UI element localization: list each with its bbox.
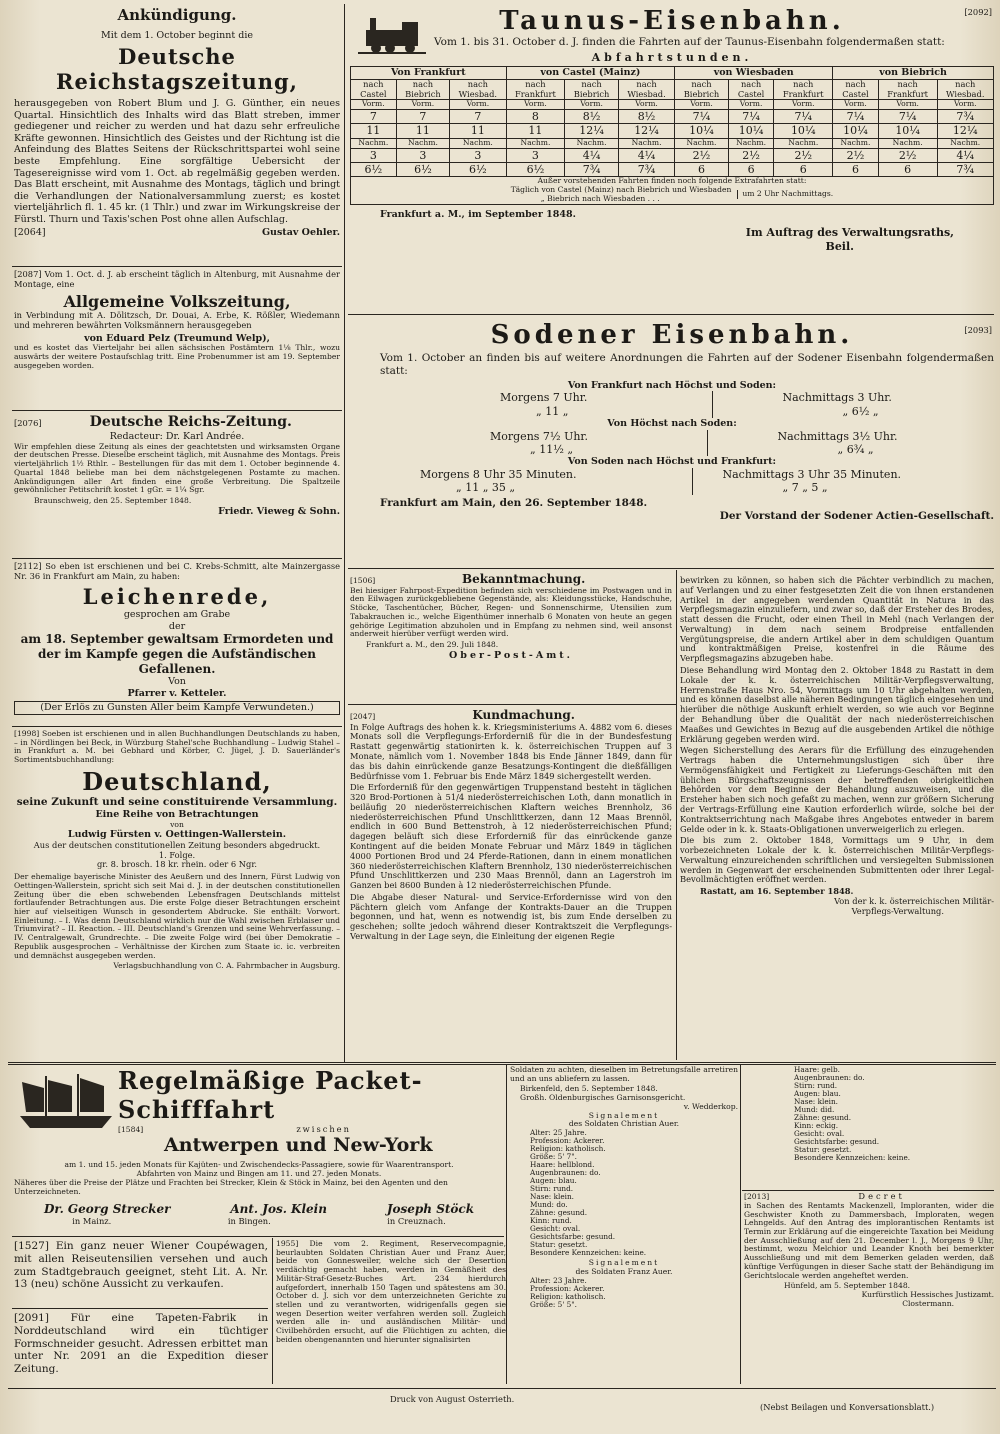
column-rule (344, 4, 345, 1062)
notice-signature: Im Auftrag des Verwaltungsraths, (745, 226, 954, 240)
col-header: nach Wiesbad. (937, 79, 993, 100)
time-cell: 10¼ (878, 124, 937, 138)
paper-name: Deutsche Reichstagszeitung, (56, 43, 298, 95)
period-label: Vorm. (450, 100, 506, 110)
group-header: von Biebrich (833, 67, 994, 80)
ad-body: [1527] Ein ganz neuer Wiener Coupéwagen, mit allen Reiseutensilien versehen und auch zum Stadtgebrauch geeignet, steht Lit. A. Nr. 13 (neu) schöne Aussicht zu verkaufen. (14, 1240, 268, 1291)
time-cell: 6 (833, 163, 879, 177)
signalement-item: Augenbraunen: do. (794, 1073, 865, 1083)
signalement-list (510, 1129, 738, 1257)
time-cell: 12¼ (618, 124, 674, 138)
ad-body: herausgegeben von Robert Blum und J. G. Günther, ein neues Quartal. Hinsichtlich des Inhalts wird das Blatt streben, immer gediegener und reicher zu werden und hat dazu sehr erfreuliche Kräfte gewonnen. Hinsichtlich des Geistes und der Richtung ist die Anfeindung des Blattes Seitens der Rückschrittspartei wohl seine beste Empfehlung. Eine sorgfältige Uebersicht der Tagesereignisse wird vom 1. Oct. ab regelmäßig gegeben werden. Das Blatt erscheint, mit Ausnahme des Montags, täglich und bringt die Verhandlungen der Nationalversammlung zuerst; es kostet vierteljährlich fl. 1. 45 kr. (1 Thlr.) und zwar im Wirkungskreise der Fürstl. Thurn und Taxis'schen Post ohne allen Aufschlag. (14, 98, 340, 225)
ad-title: Ankündigung. (117, 6, 237, 24)
notice-ref: [1506] (350, 576, 376, 585)
time-line: Morgens 8 Uhr 35 Minuten. (420, 467, 577, 481)
time-cell: 6 (774, 163, 833, 177)
ad-leichenrede (14, 562, 340, 722)
col-header: nach Biebrich (396, 79, 450, 100)
time-line: Morgens 7 Uhr. (500, 391, 588, 405)
signalement-item: Stirn: rund. (530, 1184, 574, 1194)
ad-intro: [2112] So eben ist erschienen und bei C. Krebs-Schmitt, alte Mainzergasse Nr. 36 in Frankfurt am Main, zu haben: (14, 562, 340, 581)
time-cell: 2½ (728, 148, 774, 162)
time-cell: 6½ (351, 163, 397, 177)
notice-body: 1955] Die vom 2. Regiment, Reservecompagnie, beurlaubten Soldaten Christian Auer und Franz Auer, beide von Gonnesweiler, welche sich der Desertion verdächtig gemacht haben, werden in Gemäßheit des Militär-Straf-Gesetz-Buches Art. 234 hierdurch aufgefordert, innerhalb 150 Tagen und spätestens am 30. October d. J. sich vor dem unterzeichneten Gerichte zu stellen und zu verantworten, widrigenfalls gegen sie wegen Desertion weiter verfahren werden soll. Zugleich werden alle in- und ausländischen Militär- und Civilbehörden ersucht, auf die Flüchtigen zu achten, die beiden obengenannten und hierunter signalisirten (276, 1240, 506, 1344)
period-label: Vorm. (774, 100, 833, 110)
col-header: nach Wiesbad. (450, 79, 506, 100)
period-label: Nachm. (937, 138, 993, 148)
col-header: nach Castel (728, 79, 774, 100)
time-cell: 8½ (618, 110, 674, 124)
book-line: der (168, 620, 186, 632)
period-label: Vorm. (618, 100, 674, 110)
time-cell: 7¾ (565, 163, 619, 177)
notice-ref: [2013] (744, 1192, 770, 1201)
footer-extra (760, 1402, 996, 1418)
time-cell: 7¾ (937, 163, 993, 177)
notice-body: Soldaten zu achten, dieselben im Betretungsfalle arretiren und an uns abliefern zu lassen. (510, 1066, 738, 1083)
ad-editor: Redacteur: Dr. Karl Andrée. (109, 431, 245, 443)
ad-deutsche-reichs-zeitung (14, 414, 340, 554)
time-cell: 10¼ (833, 124, 879, 138)
rule (348, 568, 994, 569)
time-line: „ 6¾ „ (837, 442, 874, 456)
rule (12, 1308, 268, 1309)
rule (12, 266, 342, 267)
notice-title: Kundmachung. (472, 708, 575, 722)
time-cell: 2½ (675, 148, 729, 162)
time-cell: 3 (351, 148, 397, 162)
notice-signature: Clostermann. (902, 1298, 954, 1308)
period-label: Vorm. (833, 100, 879, 110)
agent-name: Dr. Georg Strecker (43, 1202, 171, 1217)
book-title: Deutschland, (82, 766, 272, 796)
signalement-item: Zähne: gesund. (530, 1208, 588, 1218)
signalement-item: Statur: gesetzt. (530, 1240, 588, 1250)
ad-volkszeitung (14, 270, 340, 406)
notice-ref: [2093] (964, 325, 992, 335)
signalement-item: Gesichtsfarbe: gesund. (530, 1232, 616, 1242)
time-line: „ 6½ „ (842, 404, 879, 418)
footer-print (390, 1394, 650, 1410)
book-price: gr. 8. brosch. 18 kr. rhein. oder 6 Ngr. (96, 859, 258, 870)
book-von: von (170, 819, 184, 829)
ad-body: [2091] Für eine Tapeten-Fabrik in Norddeutschland wird ein tüchtiger Formschneider gesucht. Adressen erbittet man unter Nr. 2091 an die Expedition dieser Zeitung. (14, 1312, 268, 1376)
signalement-title: Signalement (588, 1258, 660, 1268)
time-cell: 6½ (506, 163, 565, 177)
group-header: von Wiesbaden (675, 67, 833, 80)
agent-place: in Bingen. (227, 1215, 271, 1226)
notice-judge: v. Wedderkop. (683, 1101, 738, 1111)
notice-place: Frankfurt a. M., im September 1848. (380, 208, 576, 220)
agent-name: Joseph Stöck (386, 1202, 475, 1217)
timetable (350, 66, 994, 204)
period-label: Vorm. (351, 100, 397, 110)
notice-ref: [2047] (350, 712, 376, 721)
paper-name: Allgemeine Volkszeitung, (63, 291, 291, 311)
notice-paragraph: Die Abgabe dieser Natural- und Service-Erfordernisse wird von den Pächtern gleich vom Anfange der Kontrakts-Dauer an die Truppen begonnen, und hat, wenn es notwendig ist, bis zum Ende derselben zu geschehen; sollte jedoch während dieser Kontraktszeit die Verpflegungs-Verwaltung in der Lage seyn, die Einleitung der eigenen Regie (350, 891, 672, 942)
notice-place: Frankfurt a. M., den 29. Juli 1848. (366, 639, 499, 649)
column-rule (506, 1064, 507, 1384)
notice-subtitle: Abfahrtstunden. (591, 50, 753, 64)
time-line: „ 11½ „ (530, 442, 574, 456)
ad-formschneider (14, 1312, 268, 1382)
signalement-item: Kinn: eckig. (794, 1121, 839, 1131)
notice-court: Großh. Oldenburgisches Garnisonsgericht. (520, 1093, 686, 1103)
extra-line: Täglich von Castel (Mainz) nach Biebrich und Wiesbaden (510, 185, 732, 195)
notice-paragraph: In Folge Auftrags des hohen k. k. Kriegsministeriums A. 4882 vom 6. dieses Monats soll die Verpflegungs-Erforderniß für die in der Bundesfestung Rastatt gegenwärtig stationirten k. k. österreichischen Truppen auf 3 Monate, nämlich vom 1. November 1848 bis Ende Jänner 1849, dann für das bis dahin einrückende ganze Besatzungs-Kontingent die dießfälligen Bedürfnisse vom 1. Februar bis Ende März 1849 sichergestellt werden. (350, 721, 672, 781)
time-cell: 7¾ (618, 163, 674, 177)
notice-paragraph: Wegen Sicherstellung des Aerars für die Erfüllung des einzugehenden Vertrags haben die Unternehmungslustigen sich über ihre Vermögensfähigkeit und Fertigkeit zu Lieferungs-Geschäften mit den üblichen Bürgschaftszeugnissen der betreffenden obrigkeitlichen Behörden vor dem Beginne der Behandlung auszuweisen, und die Ersteher haben sich noch gefaßt zu machen, wenn zur größern Sicherung der Vertrags-Erfüllung eine Kaution erforderlich würde, solche bei der Kontraktserrichtung nach Maßgabe ihres Angebotes entweder in barem Gelde oder in k. k. Staats-Obligationen unverweigerlich zu erlegen. (680, 745, 994, 834)
time-cell: 4¼ (618, 148, 674, 162)
time-cell: 4¼ (937, 148, 993, 162)
col-header: nach Frankfurt (506, 79, 565, 100)
signalement-title: Signalement (588, 1110, 660, 1120)
agent-place: in Creuznach. (387, 1215, 446, 1226)
period-label: Nachm. (618, 138, 674, 148)
time-cell: 7¼ (774, 110, 833, 124)
kundmachung-cont (680, 576, 994, 1060)
time-cell: 3 (506, 148, 565, 162)
signalement-item: Augenbraunen: do. (530, 1168, 601, 1178)
ad-editor: von Eduard Pelz (Treumund Welp), (84, 332, 270, 344)
notice-paragraph: bewirken zu können, so haben sich die Pächter verbindlich zu machen, auf Verlangen und zu einer festgesetzten Zeit die von ihnen erstandenen Artikel in der angegeben werdenden Quantität in Natura in das Verpflegsmagazin einzuliefern, und zwar so, daß der Ersteher des Brodes, statt dessen die Frucht, oder einen Theil in Mehl (nach Verlangen der Verwaltung) in dem nach seinem Brodpreise entfallenden Vergütungspreise, die andern Artikel aber in dem schuldigen Quantum und kontraktmäßigen Preise, kostenfrei in die Räume des Verpflegsmagazins abzugeben habe. (680, 576, 994, 664)
notice-title: Bekanntmachung. (461, 572, 586, 586)
time-cell: 10¼ (728, 124, 774, 138)
time-cell: 7 (396, 110, 450, 124)
notice-signature: Ober-Post-Amt. (449, 649, 573, 661)
notice-place: Rastatt, am 16. September 1848. (700, 886, 854, 897)
ad-ref: [2064] (14, 227, 46, 239)
signalement-item: Stirn: rund. (794, 1081, 838, 1091)
column-rule (676, 570, 677, 1060)
route-header: Von Höchst nach Soden: (607, 417, 737, 429)
time-cell: 6 (728, 163, 774, 177)
extra-line: „ Biebrich nach Wiesbaden . . . (540, 193, 660, 203)
notice-title: Decret (858, 1192, 905, 1201)
signalement-item: Augen: blau. (794, 1089, 841, 1099)
notice-paragraph: Die Erforderniß für den gegenwärtigen Truppenstand besteht in täglichen 320 Brod-Portionen à 51/4 niederösterreichischen Loth, dann monatlich in beiläufig 20 niederösterreichischen Klaftern weiches Brennholz, 36 niederösterreichischen Pfund Unschlittkerzen, dann 12 Maas Brennöl, endlich in 600 Bund Bettenstroh, à 12 niederösterreichischen Pfund; dagegen beläuft sich diese Erforderniß für das einrückende ganze Kontingent auf die beiden Monate Februar und März 1849 in täglichen 4000 Portionen Brod und 24 Pferde-Rationen, dann in einem monatlichen 360 niederösterreichischen Klaftern Brennholz, 130 niederösterreichischen Pfund Unschlittkerzen und 230 Maas Brennöl, dann an Lagerstroh im Ganzen bei 8600 Bunden à 12 niederösterreichischen Pfunde. (350, 782, 672, 891)
signalement-cont (744, 1066, 994, 1186)
period-label: Vorm. (506, 100, 565, 110)
ad-intro: [2087] Vom 1. Oct. d. J. ab erscheint täglich in Altenburg, mit Ausnahme der Montage, eine (14, 270, 340, 289)
time-cell: 11 (396, 124, 450, 138)
ad-body: in Verbindung mit A. Dölitzsch, Dr. Douai, A. Erbe, K. Rößler, Wiedemann und mehreren bewährten Volksmännern herausgegeben (14, 310, 340, 330)
time-cell: 3 (450, 148, 506, 162)
supplement-line: (Nebst Beilagen und Konversationsblatt.) (760, 1402, 935, 1412)
period-label: Nachm. (506, 138, 565, 148)
time-cell: 10¼ (675, 124, 729, 138)
time-cell: 6 (878, 163, 937, 177)
notice-title: Regelmäßige Packet-Schifffahrt (118, 1066, 423, 1125)
signalement-item: Profession: Ackerer. (530, 1136, 605, 1146)
time-cell: 7¾ (937, 110, 993, 124)
signalement-item: Nase: klein. (530, 1192, 575, 1202)
notice-paragraph: Diese Behandlung wird Montag den 2. Oktober 1848 zu Rastatt in dem Lokale der k. k. österreichischen Militär-Verpflegsverwaltung, Herrenstraße Haus Nro. 54, Vormittags um 10 Uhr abgehalten werden, und es können daselbst alle näheren Bedingungen täglich eingesehen und hierüber die nöthige Auskunft erhielt werden, so wie auch vor Beginne der Behandlung über die Qualität der nach niederösterreichischen Maaßes und Gewichtes in Bezug auf die ausgebenden Artikel die nöthige Erklärung gegeben werden wird. (680, 665, 994, 744)
ad-coupewagen (14, 1240, 268, 1304)
period-label: Nachm. (774, 138, 833, 148)
time-cell: 12¼ (937, 124, 993, 138)
book-title: Leichenrede, (82, 583, 272, 609)
group-header: Von Frankfurt (351, 67, 507, 80)
time-cell: 7¼ (878, 110, 937, 124)
col-header: nach Castel (351, 79, 397, 100)
signalement-item: Mund: did. (794, 1105, 835, 1115)
time-cell: 7 (351, 110, 397, 124)
signalement-item: Zähne: gesund. (794, 1113, 852, 1123)
signalement-list (510, 1277, 738, 1309)
signalement-item: Statur: gesetzt. (794, 1145, 852, 1155)
period-label: Vorm. (396, 100, 450, 110)
time-cell: 7¼ (675, 110, 729, 124)
ad-deutschland (14, 730, 340, 1060)
book-sub: seine Zukunft und seine constituirende Versammlung. (16, 796, 338, 809)
agent-place: in Mainz. (72, 1215, 112, 1226)
book-author: Pfarrer v. Ketteler. (127, 687, 227, 699)
period-label: Nachm. (565, 138, 619, 148)
book-sub2: Eine Reihe von Betrachtungen (95, 808, 259, 820)
notice-signature: Verpflegs-Verwaltung. (851, 905, 944, 916)
kundmachung (350, 708, 672, 1060)
signalement-item: Haare: hellblond. (530, 1160, 595, 1170)
ad-reichstagszeitung (14, 6, 340, 258)
ad-signature: Friedr. Vieweg & Sohn. (218, 505, 340, 517)
time-cell: 4¼ (565, 148, 619, 162)
time-cell: 7 (450, 110, 506, 124)
rule (12, 558, 342, 559)
rule (348, 314, 994, 315)
time-line: „ 11 „ (536, 404, 569, 418)
time-cell: 10¼ (774, 124, 833, 138)
group-header: von Castel (Mainz) (506, 67, 675, 80)
time-cell: 8½ (565, 110, 619, 124)
signalement-item: Gesicht: oval. (530, 1224, 581, 1234)
ad-line: Mit dem 1. October beginnt die (101, 30, 253, 42)
signalement-item: Alter: 23 Jahre. (530, 1275, 587, 1285)
extra-note: Außer vorstehenden Fahrten finden noch folgende Extrafahrten statt: (537, 176, 807, 186)
agent-name: Ant. Jos. Klein (230, 1202, 327, 1217)
signalement-item: Kinn: rund. (530, 1216, 572, 1226)
notice-signature: Der Vorstand der Sodener Actien-Gesellschaft. (719, 509, 994, 522)
packet-schifffahrt (14, 1066, 504, 1232)
rule (8, 1388, 996, 1389)
rule (12, 410, 342, 411)
signalement-item: Religion: katholisch. (530, 1144, 606, 1154)
notice-paragraph: Die bis zum 2. Oktober 1848, Vormittags um 9 Uhr, in dem vorbezeichneten Lokale der k. k. österreichischen Militär-Verpflegs-Verwaltung einzureichenden schriftlichen und versiegelten Submissionen werden in Gegenwart der erscheinenden Submittenten oder ihrer Legal-Bevollmächtigten eröffnet werden. (680, 835, 994, 885)
taunus-eisenbahn (350, 6, 994, 310)
period-label: Vorm. (937, 100, 993, 110)
period-label: Nachm. (878, 138, 937, 148)
notice-ref: [2092] (964, 7, 992, 17)
notice-signature: Kurfürstlich Hessisches Justizamt. (861, 1289, 994, 1299)
period-label: Nachm. (675, 138, 729, 148)
notice-desertion (276, 1240, 506, 1384)
book-from: Aus der deutschen constitutionellen Zeitung besonders abgedruckt. (33, 839, 321, 850)
ad-body: Wir empfehlen diese Zeitung als eines der geachtetsten und wirksamsten Organe der deutschen Presse. Dieselbe erscheint täglich, mit Ausnahme des Montags. Preis vierteljährlich 1½ Rthlr. – Bestellungen für das mit dem 1. October beginnende 4. Quartal 1848 beliebe man bei dem nächstgelegenen Postamte zu machen. Ankündigungen aller Art finden eine große Verbreitung. Die Spaltzeile gewöhnlicher Petitschrift kostet 1 gGr. = 1¼ Sgr. (14, 441, 340, 495)
signalement-list (744, 1066, 994, 1162)
notice-place: Hünfeld, am 5. September 1848. (784, 1281, 911, 1291)
notice-ref: [1584] (118, 1124, 144, 1134)
time-cell: 2½ (878, 148, 937, 162)
notice-line: am 1. und 15. jeden Monats für Kajüten- und Zwischendecks-Passagiere, sowie für Waarentransport. (64, 1160, 454, 1170)
rule (12, 726, 342, 727)
notice-intro: Vom 1. bis 31. October d. J. finden die Fahrten auf der Taunus-Eisenbahn folgendermaßen statt: (434, 36, 945, 48)
notice-body: in Sachen des Rentamts Mackenzell, Imploranten, wider die Geschwister Knoth zu Dammersbach, Imploraten, wegen Lehngelds. Auf den Antrag des implorantischen Rentamts ist Termin zur Erklärung auf die eingereichte Taxation bei Meidung der Ausschließung auf den 21. December l. J., Morgens 9 Uhr, bestimmt, wozu Melchior und Leander Knoth bei bemerkter Ausschließung und mit dem Bemerken geladen werden, daß künftige Verfügungen in dieser Sache statt der Behändigung im Gerichtslocale werden angeheftet werden. (744, 1200, 994, 1280)
decret (744, 1192, 994, 1384)
time-cell: 3 (396, 148, 450, 162)
ad-ref: [2076] (14, 418, 42, 428)
printer-line: Druck von August Osterrieth. (390, 1394, 515, 1404)
signalement-item: Gesichtsfarbe: gesund. (794, 1137, 880, 1147)
notice-line: Abfahrten von Mainz und Bingen am 11. und 27. jeden Monats. (136, 1169, 382, 1179)
book-line: am 18. September gewaltsam Ermordeten und der im Kampfe gegen die Aufständischen Gefallenen. (20, 632, 334, 676)
book-note: (Der Erlös zu Gunsten Aller beim Kampfe Verwundeten.) (14, 701, 340, 715)
notice-title: Sodener Eisenbahn. (490, 320, 854, 350)
time-cell: 6½ (396, 163, 450, 177)
notice-line: Näheres über die Preise der Plätze und Frachten bei Strecker, Klein & Stöck in Mainz, bei den Agenten und den Unterzeichneten. (14, 1177, 448, 1196)
period-label: Vorm. (565, 100, 619, 110)
signalement-item: Mund: do. (530, 1200, 568, 1210)
period-label: Nachm. (450, 138, 506, 148)
column-rule (740, 1064, 741, 1384)
sodener-eisenbahn (350, 320, 994, 566)
signalement-item: Religion: katholisch. (530, 1291, 606, 1301)
book-line: Von (168, 676, 186, 688)
rule (348, 704, 676, 705)
time-cell: 2½ (774, 148, 833, 162)
col-header: nach Castel (833, 79, 879, 100)
ad-place: Braunschweig, den 25. September 1848. (34, 495, 192, 505)
book-folge: 1. Folge. (158, 849, 196, 860)
time-cell: 11 (506, 124, 565, 138)
signalement-item: Besondere Kennzeichen: keine. (530, 1248, 647, 1258)
time-cell: 7¼ (728, 110, 774, 124)
time-line: Nachmittags 3 Uhr. (782, 391, 892, 405)
notice-line: zwischen (296, 1123, 351, 1134)
notice-signature-name: Beil. (825, 239, 854, 253)
route-header: Von Frankfurt nach Höchst und Soden: (567, 379, 777, 391)
time-line: Nachmittags 3 Uhr 35 Minuten. (722, 467, 902, 481)
time-line: Morgens 7½ Uhr. (490, 429, 588, 443)
signalement-name: des Soldaten Franz Auer. (575, 1267, 673, 1276)
rule (742, 1190, 994, 1191)
signalement-item: Alter: 25 Jahre. (530, 1128, 587, 1138)
col-header: nach Wiesbad. (618, 79, 674, 100)
col-header: nach Frankfurt (878, 79, 937, 100)
signalement-item: Gesicht: oval. (794, 1129, 845, 1139)
notice-place: Birkenfeld, den 5. September 1848. (520, 1084, 658, 1094)
period-label: Nachm. (833, 138, 879, 148)
notice-place: Frankfurt am Main, den 26. September 1848. (380, 496, 648, 509)
period-label: Vorm. (675, 100, 729, 110)
bekanntmachung (350, 572, 672, 700)
notice-title: Taunus-Eisenbahn. (499, 6, 845, 36)
time-cell: 2½ (833, 148, 879, 162)
signalement-item: Augen: blau. (530, 1176, 577, 1186)
time-cell: 11 (450, 124, 506, 138)
time-cell: 11 (351, 124, 397, 138)
time-cell: 7¼ (833, 110, 879, 124)
book-line: gesprochen am Grabe (123, 609, 231, 621)
ad-signature: Verlagsbuchhandlung von C. A. Fahrmbacher in Augsburg. (113, 961, 340, 971)
signalement-item: Größe: 5' 5". (530, 1299, 577, 1309)
period-label: Nachm. (351, 138, 397, 148)
extra-time: um 2 Uhr Nachmittags. (737, 190, 833, 199)
signalement-name: des Soldaten Christian Auer. (568, 1119, 680, 1129)
period-label: Nachm. (396, 138, 450, 148)
section-rule (8, 1062, 996, 1065)
ad-body: Der ehemalige bayerische Minister des Aeußern und des Innern, Fürst Ludwig von Oettingen-Wallerstein, spricht sich seit Mai d. J. in der deutschen constitutionellen Zeitung über die eben schwebenden Lebensfragen Deutschlands mittelst fortlaufender Betrachtungen aus. Die erste Folge dieser Betrachtungen erscheint hier auf vielseitigen Wunsch in gesondertem Abdrucke. Sie enthält: Vorwort. Einleitung. – I. Was denn Deutschland wirklich nur die Wahl zwischen Erblaiser und Triumvirat? – II. Reaction. – III. Deutschland's Grenzen und seine Wehrverfassung. – IV. Centralgewalt, Grundrechte. – Die zweite Folge wird (bei über Demokratie – Republik ausgesprochen – Verhältnisse der Kirchen zum Staate ic. ic. verbreiten und demnächst ausgegeben werden. (14, 872, 340, 960)
time-cell: 8 (506, 110, 565, 124)
signalement-item: Nase: klein. (794, 1097, 839, 1107)
time-line: Nachmittags 3½ Uhr. (777, 429, 898, 443)
period-label: Vorm. (878, 100, 937, 110)
signalement-item: Größe: 5' 7". (530, 1152, 577, 1162)
signalement-item: Profession: Ackerer. (530, 1283, 605, 1293)
time-line: „ 7 „ 5 „ (782, 481, 828, 495)
ad-price: und es kostet das Vierteljahr bei allen sächsischen Postämtern 1⅛ Thlr., wozu auswärts der weitere Postaufschlag tritt. Eine Probenummer ist am 19. September ausgegeben worden. (14, 343, 340, 370)
notice-body: Bei hiesiger Fahrpost-Expedition befinden sich verschiedene im Postwagen und in den Eilwagen zurückgebliebene Gegenstände, als: Kleidungsstücke, Handschuhe, Stöcke, Taschentücher, Bücher, Regen- und Sonnenschirme, Utensilien zum Tabakrauchen ic., welche Eigenthümer innerhalb 6 Monaten von heute an gegen gehörige Legitimation abzuholen und in Empfang zu nehmen sind, weil ansonst anderweit hierüber verfügt werden wird. (350, 585, 672, 639)
signalement-item: Besondere Kennzeichen: keine. (794, 1153, 911, 1163)
time-cell: 6½ (450, 163, 506, 177)
period-label: Vorm. (728, 100, 774, 110)
book-author: Ludwig Fürsten v. Oettingen-Wallerstein. (67, 829, 287, 841)
notice-intro: Vom 1. October an finden bis auf weitere Anordnungen die Fahrten auf der Sodener Eisenbahn folgendermaßen statt: (380, 352, 994, 377)
time-cell: 6 (675, 163, 729, 177)
rule (12, 1236, 504, 1237)
time-line: „ 11 „ 35 „ (456, 481, 516, 495)
period-label: Nachm. (728, 138, 774, 148)
paper-name: Deutsche Reichs-Zeitung. (89, 414, 292, 430)
time-cell: 12¼ (565, 124, 619, 138)
route-header: Von Soden nach Höchst und Frankfurt: (567, 456, 777, 468)
column-rule (272, 1238, 273, 1384)
notice-signature: Von der k. k. österreichischen Militär- (834, 896, 994, 906)
col-header: nach Biebrich (675, 79, 729, 100)
col-header: nach Biebrich (565, 79, 619, 100)
signalement-item: Haare: gelb. (794, 1066, 840, 1074)
route: Antwerpen und New-York (164, 1134, 433, 1157)
ad-intro: [1998] Soeben ist erschienen und in allen Buchhandlungen Deutschlands zu haben, – in Nördlingen bei Beck, in Würzburg Stahel'sche Buchhandlung – Ludwig Stahel – in Frankfurt a. M. bei Gebhard und Körber, C. Jügel, J. D. Sauerländer's Sortimentsbuchhandlung: (14, 730, 340, 765)
col-header: nach Frankfurt (774, 79, 833, 100)
ad-signature: Gustav Oehler. (261, 227, 340, 239)
notice-desertion-cont (510, 1066, 738, 1384)
